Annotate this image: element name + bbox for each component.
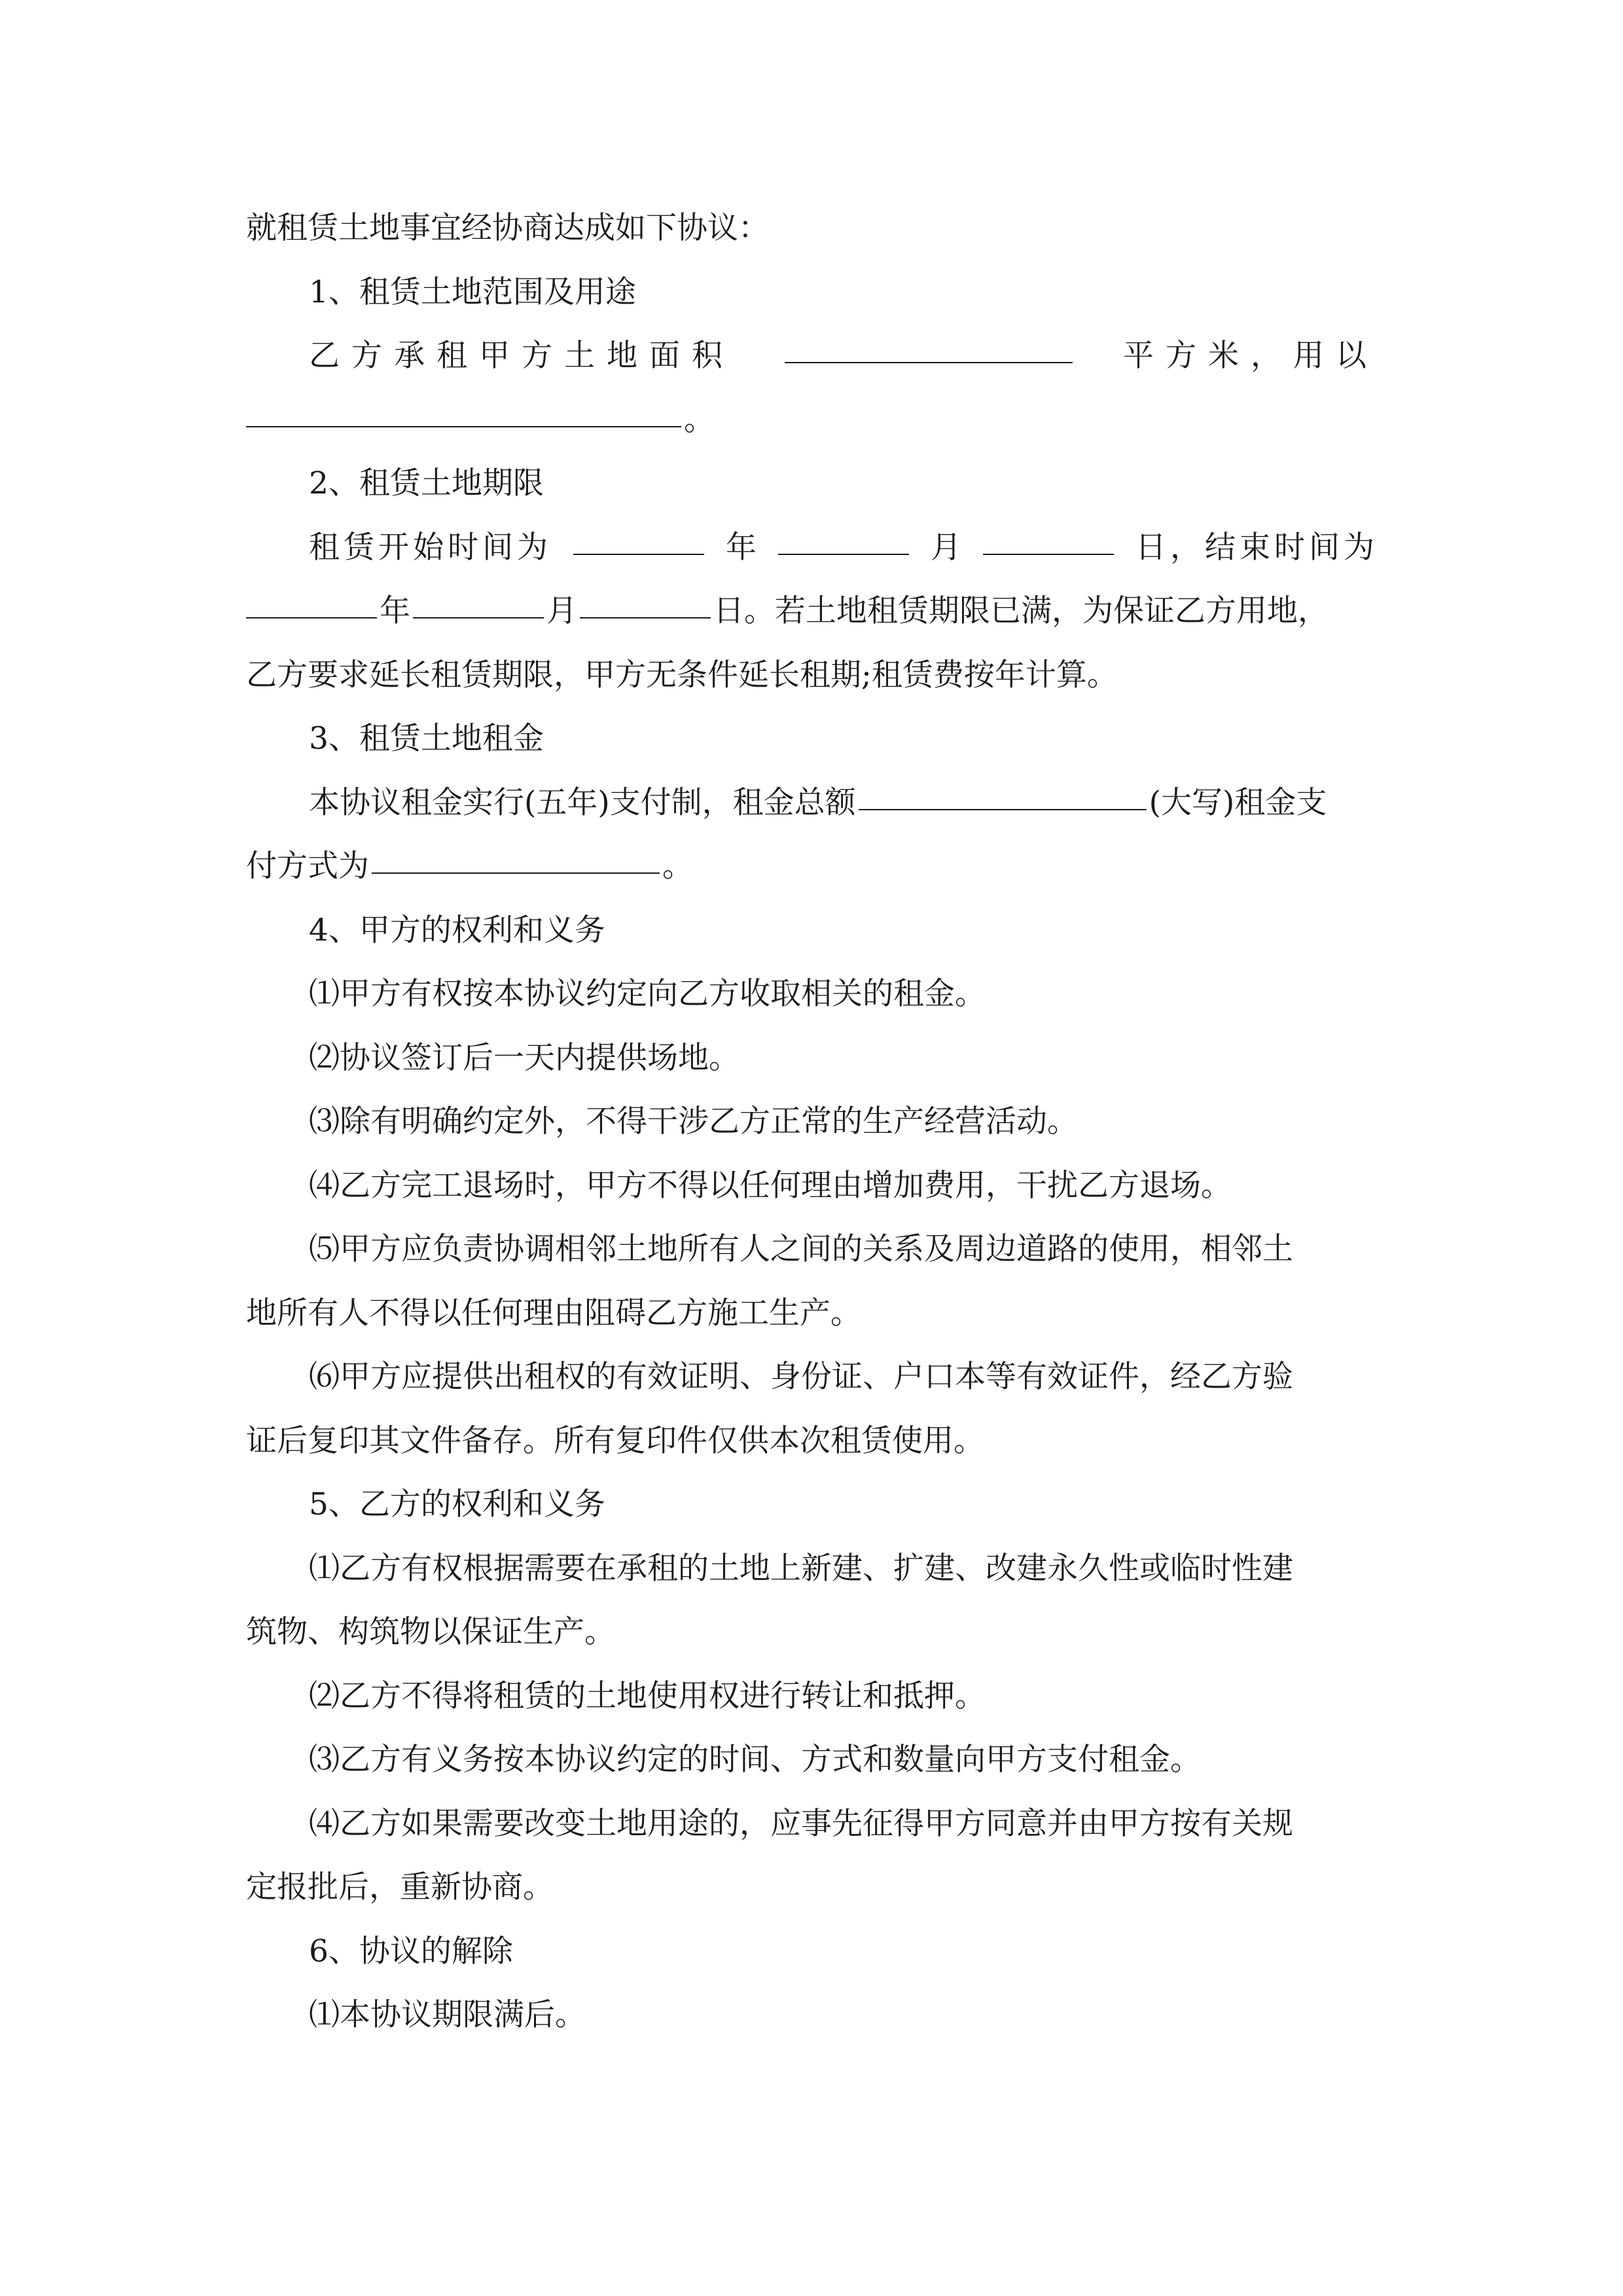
section-2-line-2: [246, 579, 1378, 643]
section-4-title: 4、甲方的权利和义务: [309, 912, 605, 948]
start-year-blank[interactable]: [573, 516, 704, 555]
rent-total-blank[interactable]: [859, 771, 1147, 810]
area-label: 乙方承租甲方土地面积: [309, 338, 734, 374]
payment-method-label: 付方式为: [246, 848, 369, 884]
end-year-blank[interactable]: [246, 579, 377, 619]
rent-upper-label: (大写)租金支: [1149, 784, 1327, 821]
section-6-item-1: ⑴本协议期限满后。: [309, 1997, 586, 2033]
payment-end: 。: [662, 848, 693, 884]
section-1-line-2: [246, 388, 1378, 452]
end-label: 日，结束时间为: [1135, 529, 1378, 565]
section-1-line-1: [246, 324, 1378, 388]
usage-blank[interactable]: [246, 388, 681, 427]
usage-end: 。: [684, 401, 715, 438]
payment-method-blank[interactable]: [372, 834, 660, 874]
section-5-title: 5、乙方的权利和义务: [309, 1486, 605, 1522]
area-unit-label: 平方米，用以: [1123, 338, 1378, 374]
section-5-item-1-a: ⑴乙方有权根据需要在承租的土地上新建、扩建、改建永久性或临时性建: [309, 1550, 1293, 1587]
section-4-item-6-b: 证后复印其文件备存。所有复印件仅供本次租赁使用。: [246, 1422, 984, 1459]
section-4-item-5-b: 地所有人不得以任何理由阻碍乙方施工生产。: [246, 1295, 861, 1331]
end-day-text: 日。若土地租赁期限已满，为保证乙方用地，: [713, 593, 1329, 629]
section-4-item-1: ⑴甲方有权按本协议约定向乙方收取相关的租金。: [309, 976, 986, 1012]
section-3-title: 3、租赁土地租金: [309, 721, 544, 757]
section-3-line-1: [246, 771, 1378, 835]
section-2-title: 2、租赁土地期限: [309, 465, 544, 501]
rent-label: 本协议租金实行(五年)支付制，租金总额: [309, 784, 856, 821]
section-4-item-6-a: ⑹甲方应提供出租权的有效证明、身份证、户口本等有效证件，经乙方验: [309, 1359, 1293, 1395]
section-5-item-2: ⑵乙方不得将租赁的土地使用权进行转让和抵押。: [309, 1677, 986, 1714]
end-month-blank[interactable]: [413, 579, 544, 619]
end-year-label: 年: [380, 593, 410, 629]
section-6-title: 6、协议的解除: [309, 1933, 513, 1969]
section-3-line-2: [246, 834, 1378, 899]
start-year-label: 年: [726, 529, 757, 565]
section-4-item-5-a: ⑸甲方应负责协调相邻土地所有人之间的关系及周边道路的使用，相邻土: [309, 1231, 1293, 1267]
section-5-item-4-b: 定报批后，重新协商。: [246, 1869, 554, 1905]
section-4-item-3: ⑶除有明确约定外，不得干涉乙方正常的生产经营活动。: [309, 1103, 1078, 1139]
start-day-blank[interactable]: [983, 516, 1114, 555]
section-2-line-1: [246, 516, 1378, 580]
area-blank[interactable]: [785, 324, 1073, 363]
start-month-label: 月: [931, 529, 961, 565]
section-5-item-4-a: ⑷乙方如果需要改变土地用途的，应事先征得甲方同意并由甲方按有关规: [309, 1805, 1293, 1842]
section-1-title: 1、租赁土地范围及用途: [309, 274, 636, 310]
document-page: [246, 196, 1378, 2047]
section-5-item-1-b: 筑物、构筑物以保证生产。: [246, 1614, 615, 1650]
section-2-line-3: 乙方要求延长租赁期限，甲方无条件延长租期;租赁费按年计算。: [246, 656, 1118, 693]
end-month-label: 月: [546, 593, 577, 629]
section-4-item-2: ⑵协议签订后一天内提供场地。: [309, 1039, 740, 1076]
start-label: 租赁开始时间为: [309, 529, 552, 565]
start-month-blank[interactable]: [778, 516, 909, 555]
end-day-blank[interactable]: [580, 579, 711, 619]
section-4-item-4: ⑷乙方完工退场时，甲方不得以任何理由增加费用，干扰乙方退场。: [309, 1167, 1232, 1204]
section-5-item-3: ⑶乙方有义务按本协议约定的时间、方式和数量向甲方支付租金。: [309, 1742, 1201, 1778]
intro-line: 就租赁土地事宜经协商达成如下协议：: [246, 210, 769, 246]
